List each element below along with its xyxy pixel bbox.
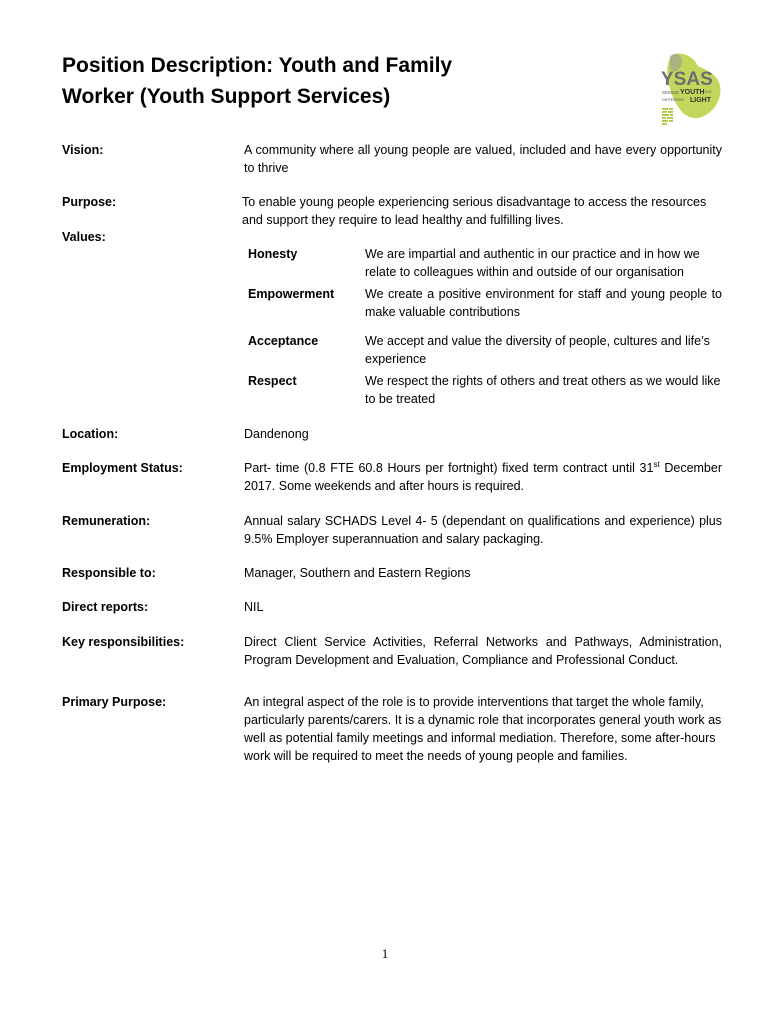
logo-tagline-5: LIGHT bbox=[690, 97, 711, 104]
logo-tagline-4: DIFFERENT bbox=[662, 97, 685, 102]
vision-label: Vision: bbox=[62, 143, 104, 157]
employment-label: Employment Status: bbox=[62, 461, 183, 475]
responsible-label: Responsible to: bbox=[62, 566, 156, 580]
remuneration-label: Remuneration: bbox=[62, 514, 151, 528]
value-name-honesty: Honesty bbox=[248, 247, 298, 261]
value-name-respect: Respect bbox=[248, 374, 297, 388]
values-label: Values: bbox=[62, 230, 106, 244]
value-name-empowerment: Empowerment bbox=[248, 287, 335, 301]
value-desc-respect: We respect the rights of others and treat others as we would like to be treated bbox=[365, 374, 721, 406]
location-value: Dandenong bbox=[244, 427, 309, 441]
value-name-acceptance: Acceptance bbox=[248, 334, 319, 348]
employment-value bbox=[244, 459, 722, 495]
logo-tagline-3: IN A bbox=[705, 90, 712, 94]
purpose-label: Purpose: bbox=[62, 195, 117, 209]
logo-tagline-1: SEEING bbox=[662, 90, 680, 95]
employment-text-end: December 2017. Some weekends and after hours is required. bbox=[244, 461, 722, 493]
value-desc-honesty: We are impartial and authentic in our practice and in how we relate to colleagues within and outside of our organisation bbox=[365, 247, 700, 279]
page-number: 1 bbox=[381, 946, 389, 961]
vision-value: A community where all young people are valued, included and have every opportunity to thrive bbox=[244, 143, 722, 175]
employment-text-start: Part- time (0.8 FTE 60.8 Hours per fortnight) fixed term contract until 31 bbox=[244, 461, 654, 475]
key-responsibilities-label: Key responsibilities: bbox=[62, 635, 185, 649]
purpose-value: To enable young people experiencing serious disadvantage to access the resources and support they require to lead healthy and fulfilling lives. bbox=[242, 195, 707, 227]
key-responsibilities-value: Direct Client Service Activities, Referral Networks and Pathways, Administration, Program Development and Evaluation, Compliance and Professional Conduct. bbox=[244, 635, 722, 667]
location-label: Location: bbox=[62, 427, 119, 441]
responsible-value: Manager, Southern and Eastern Regions bbox=[244, 566, 471, 580]
logo-text: YSAS bbox=[661, 69, 713, 90]
primary-purpose-label: Primary Purpose: bbox=[62, 695, 167, 709]
employment-sup: st bbox=[653, 459, 660, 469]
page-title: Position Description: Youth and Family Worker (Youth Support Services) bbox=[62, 54, 453, 108]
value-desc-acceptance: We accept and value the diversity of people, cultures and life’s experience bbox=[365, 334, 710, 366]
direct-reports-label: Direct reports: bbox=[62, 600, 149, 614]
direct-reports-value: NIL bbox=[244, 600, 264, 614]
value-desc-empowerment: We create a positive environment for staff and young people to make valuable contributions bbox=[365, 287, 722, 319]
ysas-logo bbox=[660, 52, 724, 126]
remuneration-value: Annual salary SCHADS Level 4- 5 (dependant on qualifications and experience) plus 9.5% Employer superannuation and salary packaging. bbox=[244, 514, 722, 546]
primary-purpose-value: An integral aspect of the role is to provide interventions that target the whole family, particularly parents/carers. It is a dynamic role that incorporates general youth work as well as potential family meetings and informal mediation. Therefore, some after-hours work will be required to meet the needs of young people and families. bbox=[244, 695, 722, 763]
logo-tagline-2: YOUTH bbox=[680, 89, 705, 96]
